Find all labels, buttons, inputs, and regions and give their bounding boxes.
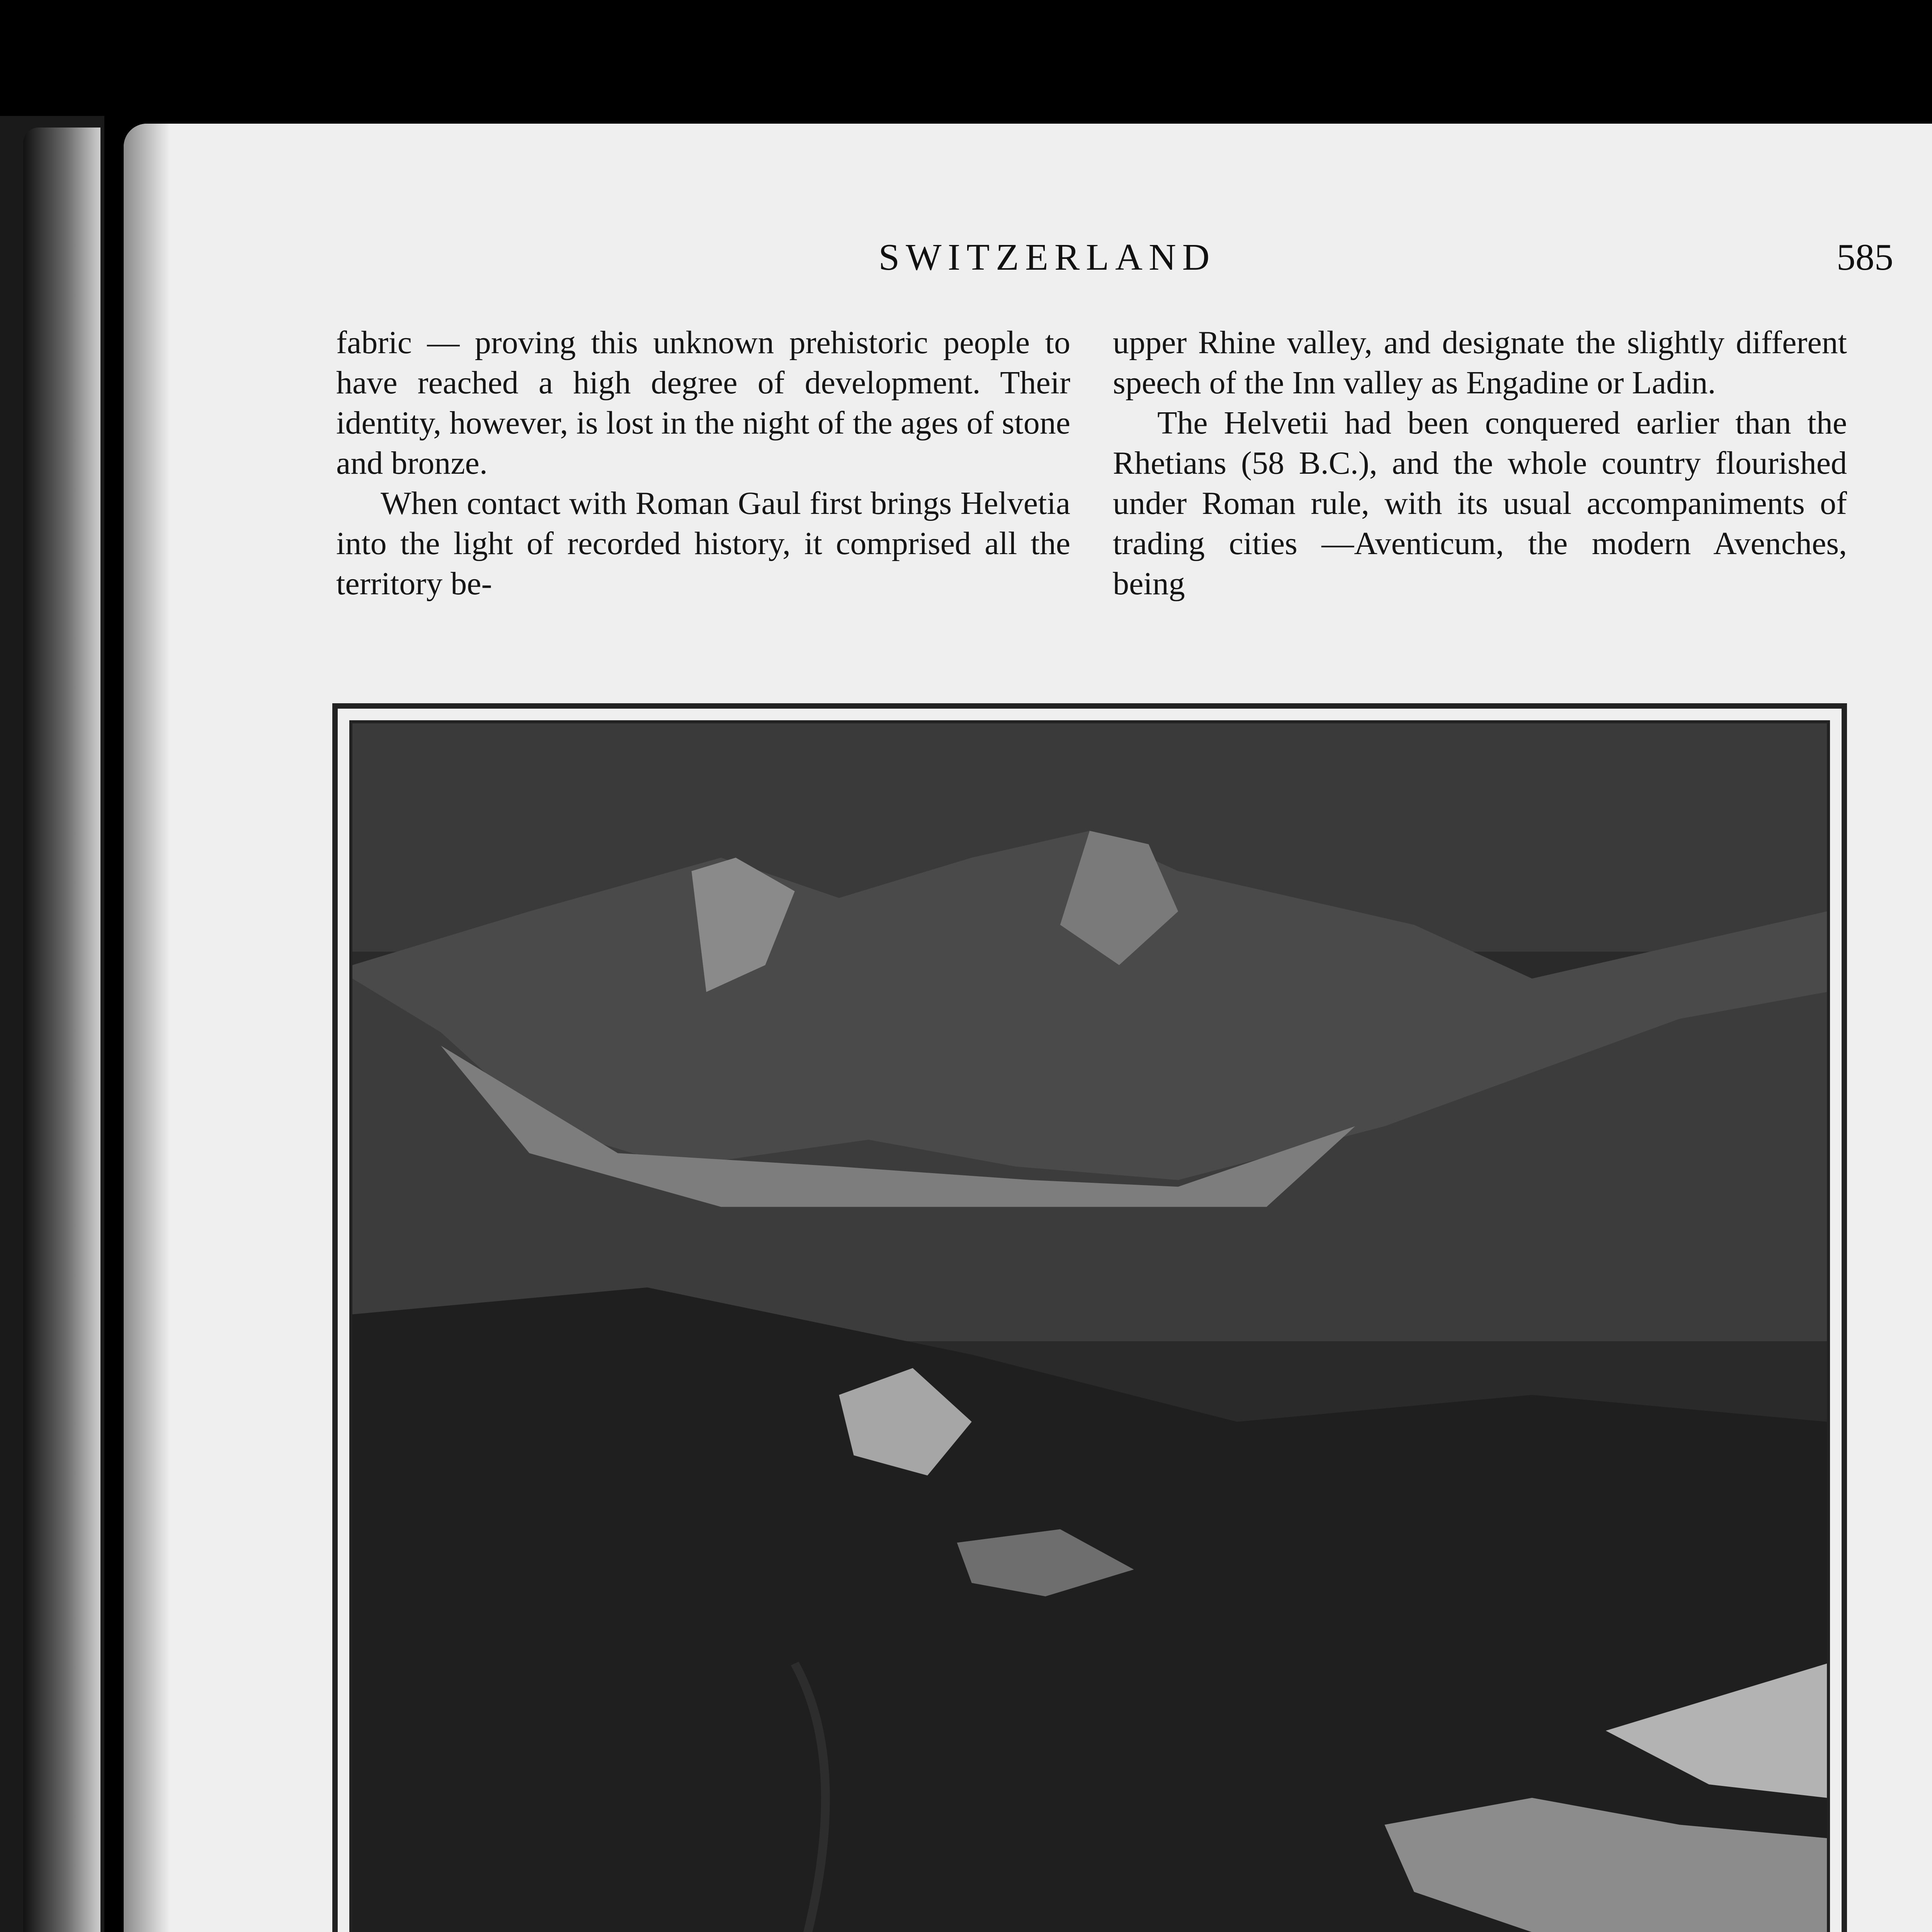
photo-frame <box>349 720 1830 1932</box>
column-top-right <box>1113 323 1847 604</box>
gutter-shadow <box>124 124 170 1932</box>
page-number: 585 <box>1837 236 1893 278</box>
column-top-left <box>336 323 1070 604</box>
running-title: SWITZERLAND <box>878 236 1216 278</box>
page-header <box>124 236 1932 294</box>
left-page-curl <box>23 128 100 1932</box>
paragraph: fabric — proving this unknown prehistoric people to have reached a high degree of development. Their identity, however, is lost in the night of the ages of stone and bronze. <box>336 325 1070 481</box>
photo-figure <box>332 703 1847 1932</box>
paragraph: When contact with Roman Gaul first brings Helvetia into the light of recorded history, it comprised all the territory be- <box>336 485 1070 602</box>
book-page <box>124 124 1932 1932</box>
paragraph: The Helvetii had been conquered earlier than the Rhetians (58 B.C.), and the whole country flourished under Roman rule, with its usual accompaniments of trading cities —Aventicum, the modern Avenches, being <box>1113 405 1847 602</box>
paragraph: upper Rhine valley, and designate the slightly different speech of the Inn valley as Engadine or Ladin. <box>1113 325 1847 401</box>
mountain-photo <box>352 723 1827 1932</box>
